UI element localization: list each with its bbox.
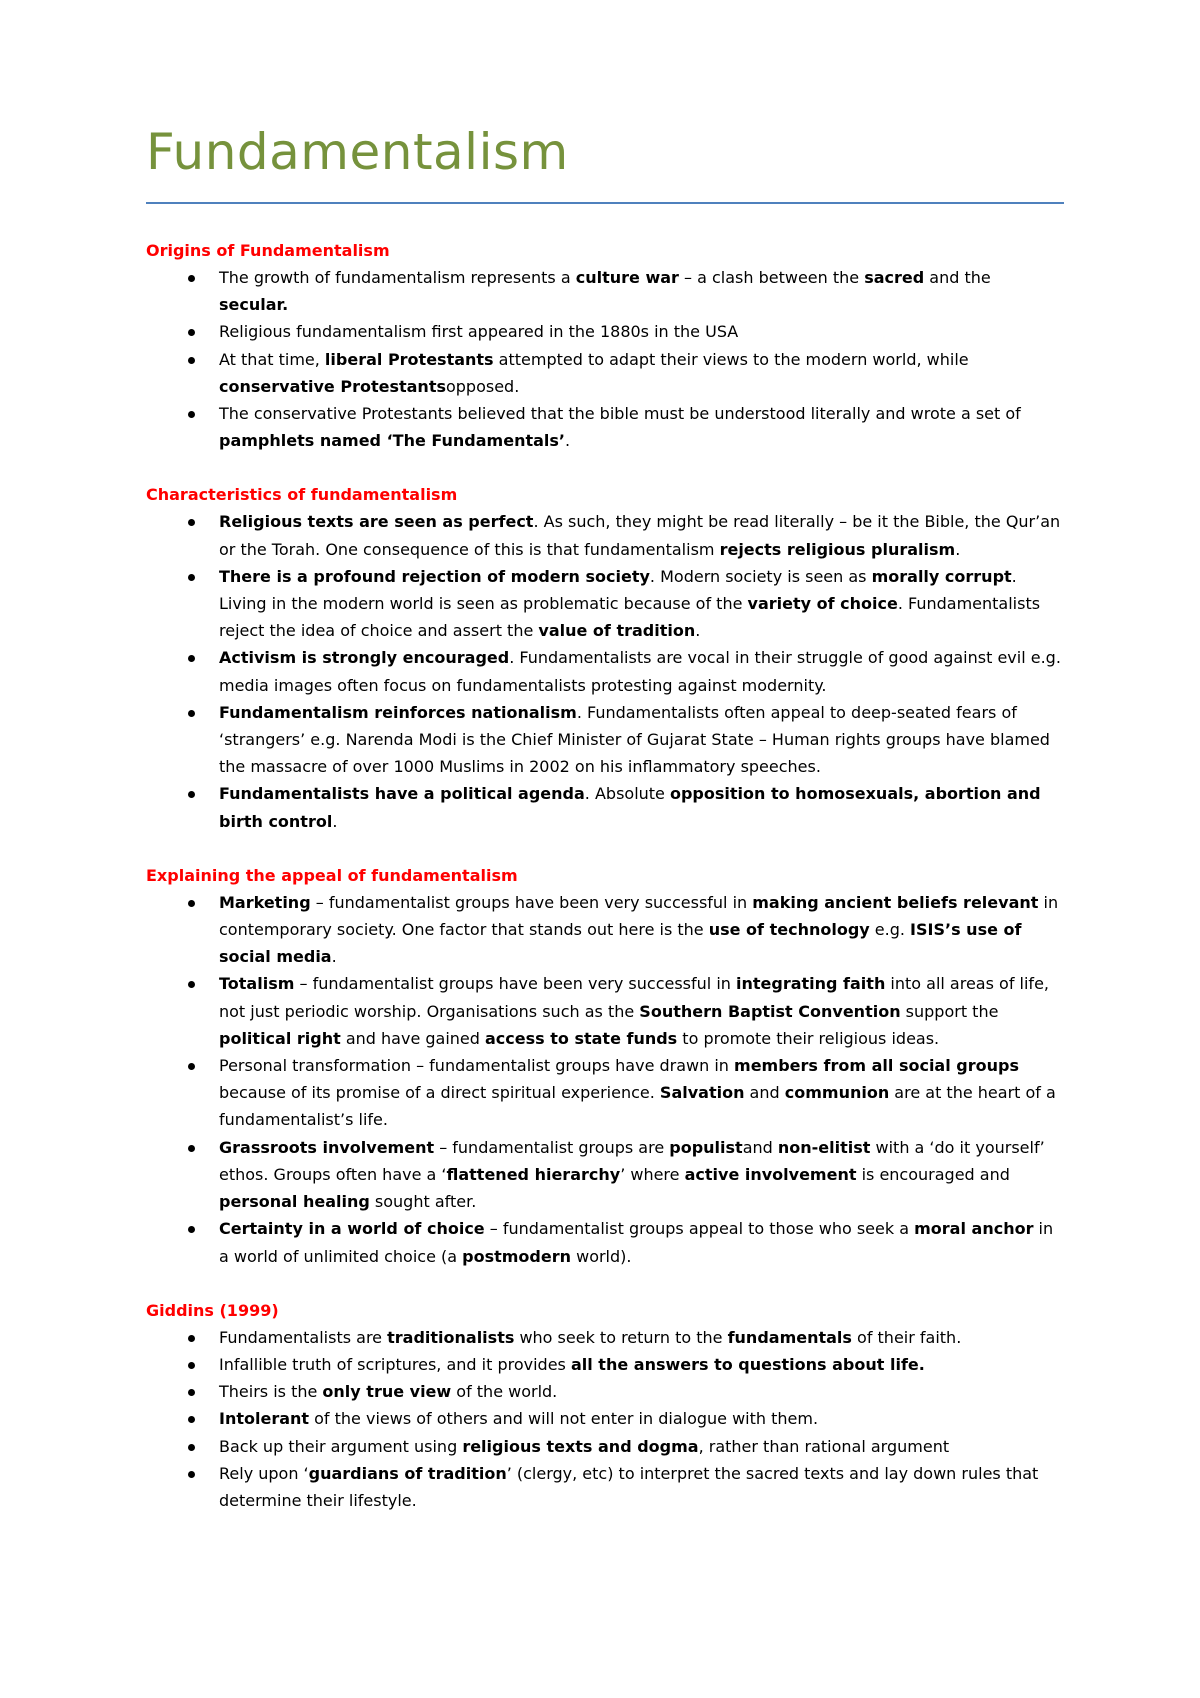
section-heading: Giddins (1999)	[146, 1300, 279, 1320]
bullet-item	[146, 1215, 1064, 1269]
section	[146, 1297, 1064, 1514]
bold-text: There is a profound rejection of modern society	[219, 566, 650, 586]
section	[146, 862, 1064, 1270]
text-run: .	[332, 811, 338, 831]
bold-text: integrating faith	[735, 974, 886, 994]
text-run: into all areas of life, not just periodic worship. Organisations such as the	[219, 974, 1049, 1021]
bold-text: Activism is strongly encouraged	[219, 648, 510, 668]
text-run: At that time,	[219, 349, 325, 369]
text-run: e.g.	[869, 920, 911, 940]
bold-text: ISIS’s use of social media	[219, 920, 1022, 967]
bold-text: Grassroots involvement	[219, 1137, 435, 1157]
bold-text: Fundamentalism reinforces nationalism	[219, 702, 577, 722]
bullet-item	[146, 1405, 1064, 1432]
section-heading: Explaining the appeal of fundamentalism	[146, 865, 518, 885]
bold-text: flattened hierarchy	[446, 1164, 621, 1184]
text-run: Fundamentalists are	[219, 1327, 388, 1347]
bold-text: postmodern	[462, 1246, 572, 1266]
text-run: . Fundamentalists reject the idea of choice and assert the	[219, 594, 1041, 641]
bold-text: culture war	[575, 268, 679, 287]
bullet-list	[146, 264, 1064, 454]
bullet-item	[146, 699, 1064, 781]
bullet-item	[146, 264, 1064, 318]
bold-text: Southern Baptist Convention	[639, 1001, 901, 1021]
bullet-item	[146, 644, 1064, 698]
text-run: . Fundamentalists are vocal in their struggle of good against evil e.g. media images often focus on fundamentalists protesting against modernity.	[219, 648, 1061, 695]
bold-text: secular.	[219, 295, 289, 315]
bullet-list	[146, 508, 1064, 834]
bullet-item	[146, 780, 1064, 834]
text-run: are at the heart of a fundamentalist’s life.	[219, 1083, 1056, 1130]
bold-text: conservative Protestants	[219, 376, 446, 396]
text-run: – fundamentalist groups are	[434, 1137, 670, 1157]
bullet-item	[146, 318, 1064, 345]
bold-text: value of tradition	[538, 621, 696, 641]
text-run: The growth of fundamentalism represents a	[219, 268, 576, 287]
bold-text: political right	[219, 1028, 341, 1048]
text-run: sought after.	[369, 1192, 477, 1212]
bold-text: pamphlets named ‘The Fundamentals’	[219, 431, 565, 451]
text-run: attempted to adapt their views to the modern world, while	[493, 349, 969, 369]
bold-text: morally corrupt	[871, 566, 1012, 586]
bold-text: liberal Protestants	[324, 349, 494, 369]
text-run: because of its promise of a direct spiritual experience.	[219, 1083, 660, 1103]
text-run: Back up their argument using	[219, 1436, 463, 1456]
bold-text: access to state funds	[485, 1028, 678, 1048]
text-run: ’ where	[620, 1164, 685, 1184]
bold-text: personal healing	[219, 1192, 370, 1212]
title-underline	[146, 202, 1064, 204]
bold-text: moral anchor	[914, 1219, 1034, 1239]
text-run: and have gained	[340, 1028, 485, 1048]
bold-text: non-elitist	[777, 1137, 871, 1157]
text-run: – a clash between the	[678, 268, 865, 287]
bold-text: fundamentals	[727, 1327, 852, 1347]
section-heading: Origins of Fundamentalism	[146, 241, 390, 260]
text-run: . Absolute	[584, 784, 670, 804]
bold-text: guardians of tradition	[308, 1463, 507, 1483]
text-run: .	[955, 539, 961, 559]
bullet-item	[146, 346, 1064, 400]
text-run: – fundamentalist groups appeal to those who seek a	[484, 1219, 915, 1239]
text-run: of the world.	[451, 1382, 558, 1402]
text-run: and	[744, 1083, 785, 1103]
bullet-item	[146, 508, 1064, 562]
text-run: The conservative Protestants believed that the bible must be understood literally and wrote a set of	[219, 404, 1021, 424]
bullet-list	[146, 1324, 1064, 1514]
bold-text: Salvation	[659, 1083, 745, 1103]
text-run: , rather than rational argument	[698, 1436, 950, 1456]
bold-text: only true view	[322, 1382, 452, 1402]
text-run: and the	[924, 268, 991, 287]
bold-text: opposition to homosexuals, abortion and birth control	[219, 784, 1041, 831]
text-run: with a ‘do it yourself’ ethos. Groups often have a ‘	[219, 1137, 1045, 1184]
bold-text: communion	[784, 1083, 890, 1103]
bullet-item	[146, 1052, 1064, 1134]
bold-text: Certainty in a world of choice	[219, 1219, 485, 1239]
bold-text: traditionalists	[387, 1327, 515, 1347]
bold-text: all the answers to questions about life.	[570, 1354, 925, 1374]
bullet-item	[146, 1351, 1064, 1378]
bullet-item	[146, 400, 1064, 454]
bold-text: populist	[669, 1137, 743, 1157]
section	[146, 237, 1064, 454]
text-run: Personal transformation – fundamentalist groups have drawn in	[219, 1056, 735, 1076]
bullet-item	[146, 1460, 1064, 1514]
text-run: and	[742, 1137, 778, 1157]
bold-text: making ancient beliefs relevant	[752, 892, 1039, 912]
text-run: in a world of unlimited choice (a	[219, 1219, 1054, 1266]
bold-text: Marketing	[219, 892, 311, 912]
text-run: – fundamentalist groups have been very successful in	[310, 892, 753, 912]
bullet-item	[146, 1324, 1064, 1351]
bold-text: Fundamentalists have a political agenda	[219, 784, 585, 804]
text-run: world).	[571, 1246, 632, 1266]
text-run: in contemporary society. One factor that stands out here is the	[219, 892, 1059, 940]
text-run: Rely upon ‘	[219, 1463, 309, 1483]
text-run: to promote their religious ideas.	[677, 1028, 940, 1048]
text-run: Religious fundamentalism first appeared in the 1880s in the USA	[219, 322, 739, 342]
bold-text: Religious texts are seen as perfect	[219, 512, 534, 532]
text-run: ’ (clergy, etc) to interpret the sacred texts and lay down rules that determine their lifestyle.	[219, 1463, 1039, 1510]
bold-text: use of technology	[708, 920, 870, 940]
bullet-item	[146, 889, 1064, 971]
bold-text: active involvement	[684, 1164, 857, 1184]
bold-text: Totalism	[219, 974, 295, 994]
text-run: of their faith.	[851, 1327, 962, 1347]
document-title: Fundamentalism	[146, 123, 569, 181]
bold-text: Intolerant	[219, 1409, 310, 1429]
text-run: support the	[900, 1001, 999, 1021]
text-run: . Fundamentalists often appeal to deep-seated fears of ‘strangers’ e.g. Narenda Modi is the Chief Minister of Gujarat State – Human rights groups have blamed the massacre of over 1000 Muslims in 2002 on his inflammatory speeches.	[219, 702, 1050, 777]
text-run: . Living in the modern world is seen as problematic because of the	[219, 566, 1017, 614]
text-run: . Modern society is seen as	[649, 566, 872, 586]
document-body	[146, 237, 1064, 1514]
bullet-item	[146, 1433, 1064, 1460]
bold-text: rejects religious pluralism	[719, 539, 956, 559]
bold-text: variety of choice	[747, 594, 898, 614]
text-run: of the views of others and will not enter in dialogue with them.	[309, 1409, 819, 1429]
bullet-item	[146, 1378, 1064, 1405]
text-run: .	[331, 947, 337, 967]
bullet-list	[146, 889, 1064, 1270]
bullet-item	[146, 970, 1064, 1052]
section-heading: Characteristics of fundamentalism	[146, 485, 458, 505]
text-run: opposed.	[445, 376, 520, 396]
text-run: Theirs is the	[219, 1382, 323, 1402]
text-run: – fundamentalist groups have been very successful in	[294, 974, 736, 994]
bold-text: members from all social groups	[734, 1056, 1019, 1076]
text-run: is encouraged and	[856, 1164, 1010, 1184]
bullet-item	[146, 1134, 1064, 1216]
text-run: who seek to return to the	[514, 1327, 728, 1347]
text-run: Infallible truth of scriptures, and it provides	[219, 1354, 571, 1374]
section	[146, 481, 1064, 834]
text-run: .	[695, 621, 701, 641]
text-run: .	[565, 431, 571, 451]
text-run: . As such, they might be read literally – be it the Bible, the Qur’an or the Torah. One consequence of this is that fundamentalism	[219, 512, 1061, 559]
bullet-item	[146, 563, 1064, 645]
bold-text: sacred	[864, 268, 925, 287]
bold-text: religious texts and dogma	[462, 1436, 699, 1456]
